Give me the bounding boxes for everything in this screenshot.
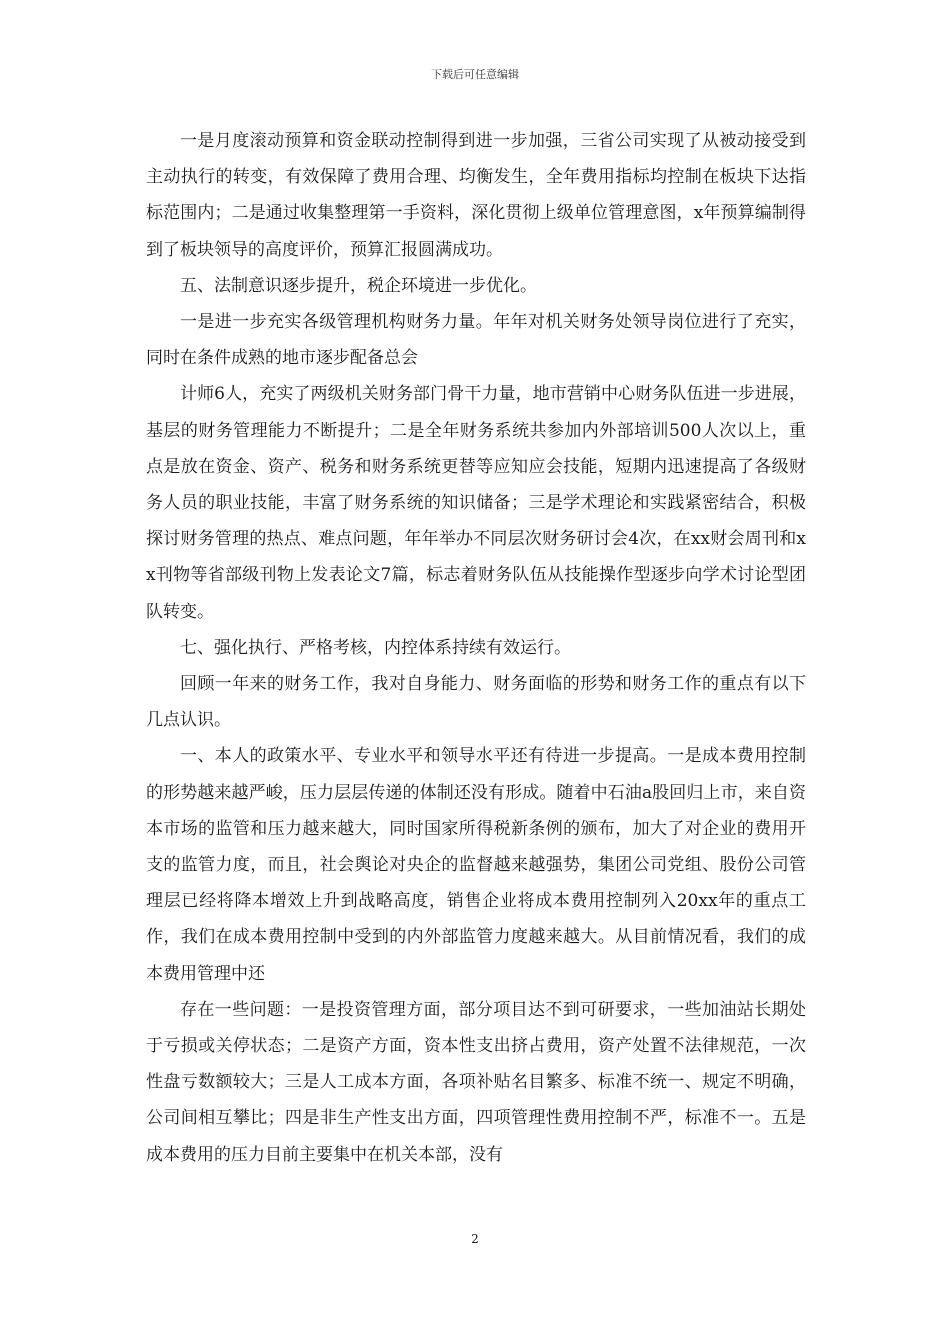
paragraph-4: 计师6人，充实了两级机关财务部门骨干力量，地市营销中心财务队伍进一步进展，基层的财务管理能力不断提升；二是全年财务系统共参加内外部培训500人次以上，重点是放在资金、资产、税务和财务系统更替等应知应会技能，短期内迅速提高了各级财务人员的职业技能，丰富了财务系统的知识储备；三是学术理论和实践紧密结合，积极探讨财务管理的热点、难点问题，年年举办不同层次财务研讨会4次，在xx财会周刊和xx刊物等省部级刊物上发表论文7篇，标志着财务队伍从技能操作型逐步向学术讨论型团队转变。: [146, 384, 806, 622]
paragraph-6: 回顾一年来的财务工作，我对自身能力、财务面临的形势和财务工作的重点有以下几点认识。: [146, 674, 806, 731]
page-header: 下载后可任意编辑: [431, 68, 519, 81]
paragraph-1: 一是月度滚动预算和资金联动控制得到进一步加强，三省公司实现了从被动接受到主动执行的转变，有效保障了费用合理、均衡发生，全年费用指标均控制在板块下达指标范围内；二是通过收集整理第一手资料，深化贯彻上级单位管理意图，x年预算编制得到了板块领导的高度评价，预算汇报圆满成功。: [146, 131, 806, 260]
document-body: [146, 123, 806, 1173]
page-number: 2: [471, 1232, 479, 1246]
paragraph-2-heading: 五、法制意识逐步提升，税企环境进一步优化。: [180, 275, 537, 296]
paragraph-5-heading: 七、强化执行、严格考核，内控体系持续有效运行。: [180, 637, 571, 658]
paragraph-7: 一、本人的政策水平、专业水平和领导水平还有待进一步提高。一是成本费用控制的形势越来越严峻，压力层层传递的体制还没有形成。随着中石油a股回归上市，来自资本市场的监管和压力越来越大，同时国家所得税新条例的颁布，加大了对企业的费用开支的监管力度，而且，社会舆论对央企的监督越来越强势，集团公司党组、股份公司管理层已经将降本增效上升到战略高度，销售企业将成本费用控制列入20xx年的重点工作，我们在成本费用控制中受到的内外部监管力度越来越大。从目前情况看，我们的成本费用管理中还: [146, 746, 806, 984]
paragraph-8: 存在一些问题：一是投资管理方面，部分项目达不到可研要求，一些加油站长期处于亏损或关停状态；二是资产方面，资本性支出挤占费用，资产处置不法律规范，一次性盘亏数额较大；三是人工成本方面，各项补贴名目繁多、标准不统一、规定不明确，公司间相互攀比；四是非生产性支出方面，四项管理性费用控制不严，标准不一。五是成本费用的压力目前主要集中在机关本部，没有: [146, 999, 806, 1165]
paragraph-3: 一是进一步充实各级管理机构财务力量。年年对机关财务处领导岗位进行了充实，同时在条件成熟的地市逐步配备总会: [146, 312, 806, 369]
